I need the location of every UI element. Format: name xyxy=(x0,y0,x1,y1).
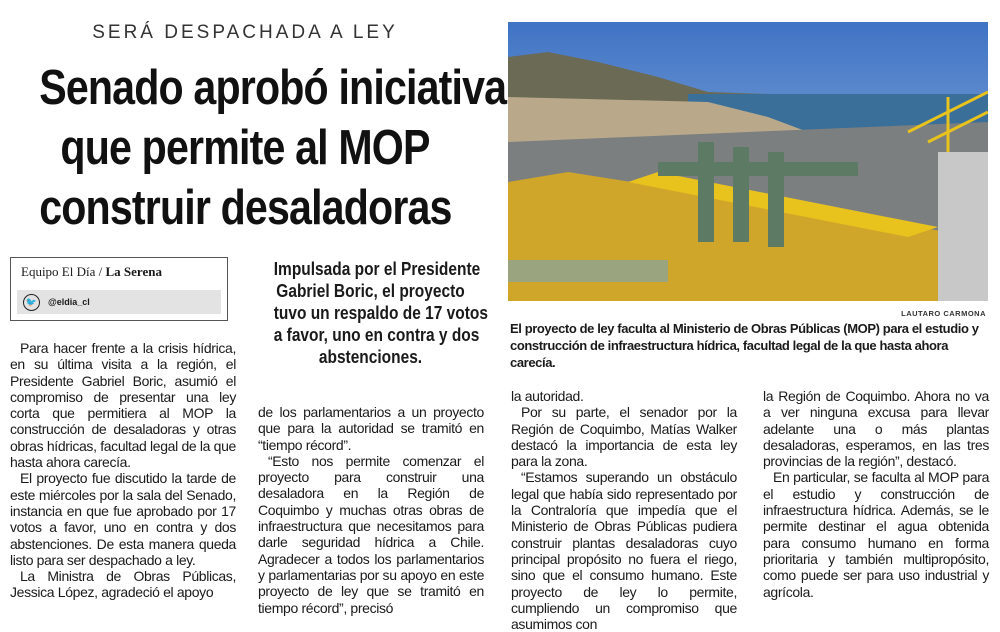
twitter-icon: 🐦 xyxy=(23,294,40,311)
photo-caption: El proyecto de ley faculta al Ministerio de Obras Públicas (MOP) para el estudio y construcción de infraestructura hídrica, facultad legal de la que hasta ahora carecía. xyxy=(510,321,979,370)
photo-credit: LAUTARO CARMONA xyxy=(901,309,986,318)
deck-line: Gabriel Boric, el proyecto xyxy=(276,281,465,301)
deck xyxy=(258,258,488,368)
paragraph: “Estamos superando un obstáculo legal que había sido representado por la Contraloría que impedía que el Ministerio de Obras Públicas pudiera construir plantas desaladoras cuyo principal propósito no fuera el riego, sino que el consumo humano. Este proyecto de ley lo permite, cumpliendo un compromiso que asumimos con xyxy=(511,469,737,632)
deck-line: Impulsada por el Presidente xyxy=(273,259,481,279)
kicker: SERÁ DESPACHADA A LEY xyxy=(92,22,398,43)
twitter-handle[interactable]: @eldia_cl xyxy=(48,297,90,307)
body-column-3 xyxy=(511,388,737,632)
body-column-1 xyxy=(10,340,236,601)
paragraph: la Región de Coquimbo. Ahora no va a ver ninguna excusa para llevar adelante una o más plantas desaladoras, esperamos, en las tres provincias de la región”, destacó. xyxy=(763,388,989,470)
body-column-4 xyxy=(763,388,989,600)
headline-line: que permite al MOP xyxy=(60,121,430,175)
headline-line: Senado aprobó iniciativa xyxy=(39,61,507,115)
byline-box xyxy=(10,257,228,321)
paragraph: Para hacer frente a la crisis hídrica, en su última visita a la región, el Presidente Gabriel Boric, asumió el compromiso de presentar una ley corta que permitiera al MOP la construcción de desaladoras y otras obras hídricas, facultad legal de la que hasta ahora carecía. xyxy=(10,340,236,471)
byline-author: Equipo El Día / xyxy=(21,264,103,279)
article-photo xyxy=(508,22,988,301)
headline-line: construir desaladoras xyxy=(39,181,452,235)
paragraph: En particular, se faculta al MOP para el estudio y construcción de infraestructura hídrica. Además, se le permite destinar el agua obtenida para consumo humano en forma prioritaria y también multipropósito, como puede ser para uso industrial y agrícola. xyxy=(763,469,989,600)
body-column-2 xyxy=(258,404,484,616)
byline-location: La Serena xyxy=(105,264,162,279)
headline xyxy=(0,58,507,238)
paragraph: El proyecto fue discutido la tarde de este miércoles por la sala del Senado, instancia en que fue aprobado por 17 votos a favor, uno en contra y dos abstenciones. De esta manera queda listo para ser despachado a ley. xyxy=(10,470,236,568)
deck-line: a favor, uno en contra y dos xyxy=(273,325,480,345)
paragraph: la autoridad. xyxy=(511,388,584,404)
deck-line: tuvo un respaldo de 17 votos xyxy=(273,303,488,323)
paragraph: de los parlamentarios a un proyecto que para la autoridad se tramitó en “tiempo récord”. xyxy=(258,404,484,453)
paragraph: Por su parte, el senador por la Región de Coquimbo, Matías Walker destacó la importancia de esta ley para la zona. xyxy=(511,404,737,470)
deck-line: abstenciones. xyxy=(318,347,423,367)
paragraph: “Esto nos permite comenzar el proyecto para construir una desaladora en la Región de Coquimbo y muchas otras obras de infraestructura que necesitamos para darle seguridad hídrica a Chile. Agradecer a todos los parlamentarios y parlamentarias por su apoyo en este proyecto de ley que se tramitó en tiempo récord”, precisó xyxy=(258,452,484,616)
twitter-handle-bar xyxy=(17,290,221,314)
paragraph: La Ministra de Obras Públicas, Jessica López, agradeció el apoyo xyxy=(10,568,236,601)
